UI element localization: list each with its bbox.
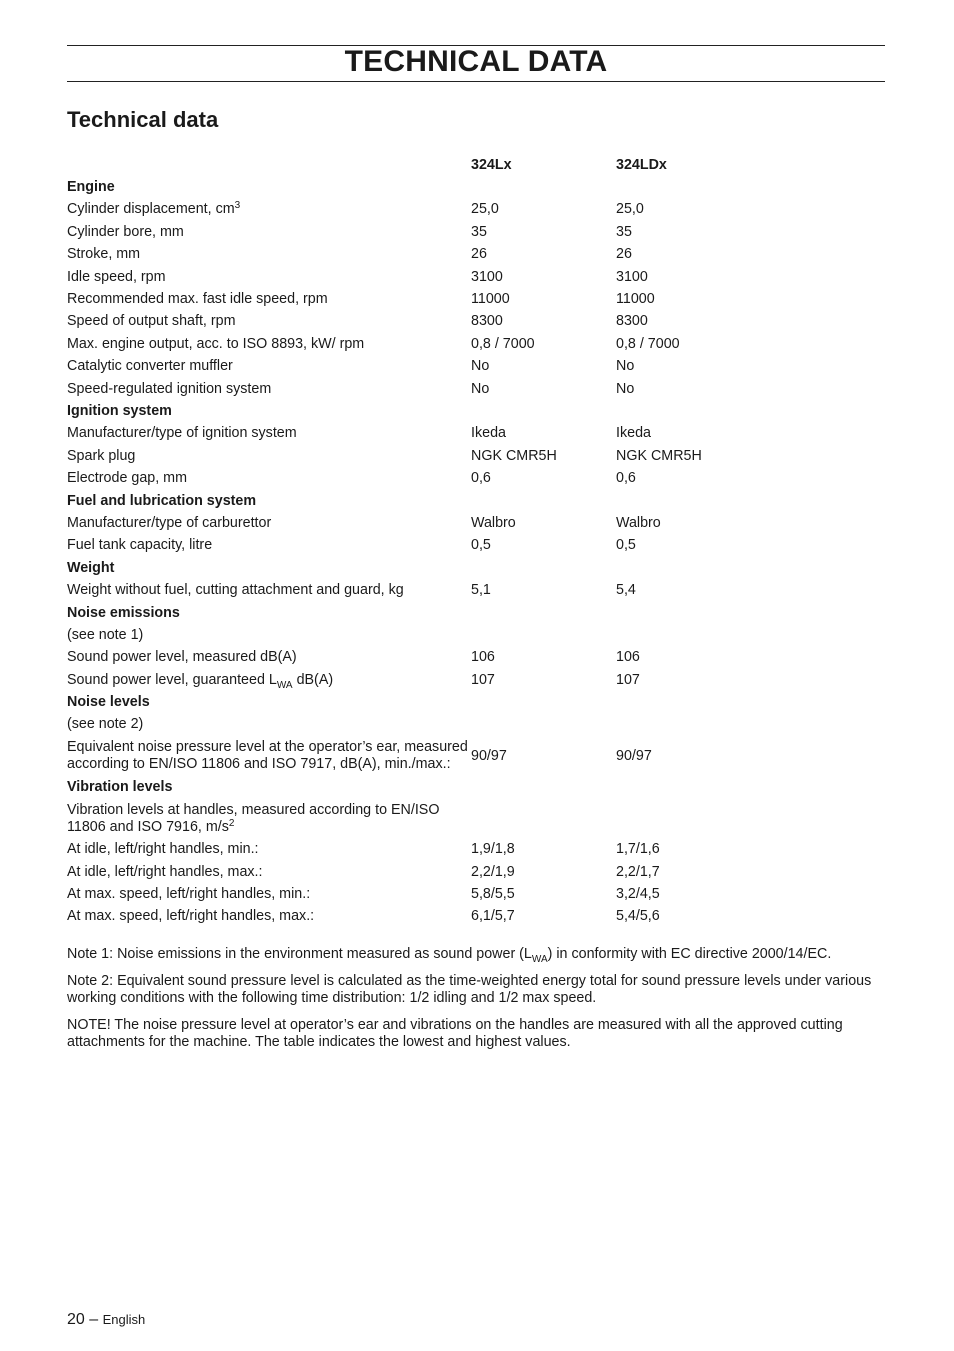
value-324lx (471, 714, 616, 736)
row-label: Sound power level, measured dB(A) (67, 649, 297, 666)
value-324ldx: 2,2/1,7 (616, 863, 660, 880)
row-label: Recommended max. fast idle speed, rpm (67, 291, 328, 308)
table-row (67, 906, 885, 928)
row-label: Cylinder bore, mm (67, 223, 184, 240)
table-row (67, 423, 885, 445)
group-header-row (67, 691, 885, 713)
value-324lx (471, 490, 616, 512)
header-rule-bottom (67, 81, 885, 82)
row-label: Spark plug (67, 447, 136, 464)
section-heading: Technical data (67, 107, 219, 132)
group-label: Weight (67, 559, 115, 576)
row-label: Catalytic converter muffler (67, 358, 233, 375)
spec-table (67, 154, 885, 928)
value-324ldx (616, 400, 885, 422)
value-324lx: 8300 (471, 313, 503, 330)
value-324lx: No (471, 358, 490, 375)
value-324ldx: Ikeda (616, 425, 651, 442)
row-label: Equivalent noise pressure level at the operator’s ear, measured according to EN/ISO 11806 and ISO 7917, dB(A), min./max.: (67, 739, 468, 773)
value-324ldx (616, 490, 885, 512)
value-324lx: 3100 (471, 268, 503, 285)
row-label: Manufacturer/type of ignition system (67, 425, 297, 442)
value-324lx (471, 557, 616, 579)
value-324ldx: 5,4/5,6 (616, 908, 660, 925)
value-324lx: 5,1 (471, 582, 491, 599)
value-324ldx: 90/97 (616, 747, 652, 764)
table-row (67, 736, 885, 776)
value-324lx: 6,1/5,7 (471, 908, 515, 925)
value-324ldx: 0,6 (616, 470, 636, 487)
group-label: Vibration levels (67, 778, 173, 795)
value-324lx: 107 (471, 671, 495, 688)
page-footer (67, 1311, 145, 1329)
table-row (67, 266, 885, 288)
table-row (67, 579, 885, 601)
group-label: Noise emissions (67, 604, 180, 621)
footer-language: English (102, 1312, 146, 1327)
row-label: Sound power level, guaranteed $L_{WA}$ dB(A) (67, 671, 334, 691)
value-324lx: 5,8/5,5 (471, 886, 515, 903)
value-324ldx: 25,0 (616, 201, 644, 218)
table-row (67, 445, 885, 467)
value-324ldx: NGK CMR5H (616, 447, 702, 464)
value-324ldx: 1,7/1,6 (616, 841, 660, 858)
row-label: Electrode gap, mm (67, 470, 187, 487)
table-row (67, 839, 885, 861)
table-row (67, 356, 885, 378)
column-header-324ldx: 324LDx (616, 156, 667, 173)
value-324ldx: 3100 (616, 268, 648, 285)
row-label: Vibration levels at handles, measured according to EN/ISO 11806 and ISO 7916, $m/s^2$ (67, 801, 440, 835)
value-324ldx (616, 602, 885, 624)
group-label: Engine (67, 179, 115, 196)
value-324lx: No (471, 380, 490, 397)
value-324ldx: 26 (616, 246, 632, 263)
value-324lx (471, 176, 616, 198)
value-324lx: 25,0 (471, 201, 499, 218)
note-2: Note 2: Equivalent sound pressure level is calculated as the time-weighted energy total for sound pressure levels under various working conditions with the following time distribution: 1/2 idling and 1/2 max speed. (67, 973, 872, 1006)
table-row (67, 669, 885, 691)
group-header-row (67, 776, 885, 798)
row-label: Fuel tank capacity, litre (67, 537, 213, 554)
column-header-324lx: 324Lx (471, 156, 512, 173)
value-324lx: 35 (471, 223, 487, 240)
table-header-row (67, 154, 885, 176)
page-title: TECHNICAL DATA (344, 45, 608, 78)
group-header-row (67, 400, 885, 422)
value-324lx (471, 691, 616, 713)
table-row (67, 535, 885, 557)
group-label: Fuel and lubrication system (67, 492, 257, 509)
value-324ldx: 107 (616, 671, 640, 688)
row-label: Max. engine output, acc. to ISO 8893, kW/ rpm (67, 335, 365, 352)
table-row (67, 221, 885, 243)
row-label: (see note 1) (67, 626, 144, 643)
table-row (67, 311, 885, 333)
group-label: Ignition system (67, 402, 172, 419)
value-324ldx (616, 176, 885, 198)
value-324ldx: 5,4 (616, 582, 636, 599)
value-324lx: 0,6 (471, 470, 491, 487)
value-324lx: Walbro (471, 514, 516, 531)
row-label: Cylinder displacement, $cm^3$ (67, 200, 241, 218)
table-row (67, 467, 885, 489)
value-324lx: 2,2/1,9 (471, 863, 515, 880)
value-324lx (471, 400, 616, 422)
table-row (67, 244, 885, 266)
value-324lx: 106 (471, 649, 495, 666)
value-324lx: 1,9/1,8 (471, 841, 515, 858)
value-324ldx: 106 (616, 649, 640, 666)
value-324ldx (616, 776, 885, 798)
table-row (67, 199, 885, 221)
value-324ldx: 0,5 (616, 537, 636, 554)
value-324lx: 90/97 (471, 747, 507, 764)
row-label: At max. speed, left/right handles, max.: (67, 908, 315, 925)
note-1: Note 1: Noise emissions in the environment measured as sound power $(L_{WA})$ in conformity with EC directive 2000/14/EC. (67, 946, 832, 965)
value-324ldx: 0,8 / 7000 (616, 335, 680, 352)
value-324ldx (616, 691, 885, 713)
value-324lx (471, 799, 616, 839)
group-header-row (67, 602, 885, 624)
value-324ldx: 11000 (616, 291, 655, 308)
row-label: Weight without fuel, cutting attachment and guard, kg (67, 582, 404, 599)
value-324ldx: No (616, 380, 635, 397)
table-row (67, 714, 885, 736)
value-324ldx: No (616, 358, 635, 375)
value-324ldx (616, 799, 885, 839)
group-header-row (67, 490, 885, 512)
value-324lx: NGK CMR5H (471, 447, 557, 464)
value-324lx: 0,5 (471, 537, 491, 554)
table-row (67, 799, 885, 839)
row-label: At max. speed, left/right handles, min.: (67, 886, 311, 903)
table-row (67, 883, 885, 905)
value-324lx: Ikeda (471, 425, 506, 442)
value-324ldx (616, 624, 885, 646)
value-324lx: 26 (471, 246, 487, 263)
row-label: At idle, left/right handles, max.: (67, 863, 263, 880)
row-label: Stroke, mm (67, 246, 141, 263)
note-3: NOTE! The noise pressure level at operator’s ear and vibrations on the handles are measured with all the approved cutting attachments for the machine. The table indicates the lowest and highest values. (67, 1017, 843, 1050)
row-label: At idle, left/right handles, min.: (67, 841, 259, 858)
value-324lx: 0,8 / 7000 (471, 335, 535, 352)
value-324ldx (616, 714, 885, 736)
value-324ldx: 3,2/4,5 (616, 886, 660, 903)
value-324ldx: 8300 (616, 313, 648, 330)
table-row (67, 378, 885, 400)
table-row (67, 288, 885, 310)
value-324lx: 11000 (471, 291, 510, 308)
row-label: (see note 2) (67, 716, 144, 733)
group-header-row (67, 176, 885, 198)
table-row (67, 647, 885, 669)
row-label: Manufacturer/type of carburettor (67, 514, 272, 531)
notes (67, 946, 885, 1061)
table-row (67, 624, 885, 646)
group-label: Noise levels (67, 694, 150, 711)
value-324ldx: 35 (616, 223, 632, 240)
row-label: Speed of output shaft, rpm (67, 313, 236, 330)
value-324lx (471, 624, 616, 646)
value-324lx (471, 776, 616, 798)
table-row (67, 333, 885, 355)
table-row (67, 512, 885, 534)
value-324ldx (616, 557, 885, 579)
group-header-row (67, 557, 885, 579)
row-label: Idle speed, rpm (67, 268, 166, 285)
value-324lx (471, 602, 616, 624)
table-row (67, 861, 885, 883)
page-number: 20 – (67, 1311, 103, 1328)
row-label: Speed-regulated ignition system (67, 380, 272, 397)
value-324ldx: Walbro (616, 514, 661, 531)
